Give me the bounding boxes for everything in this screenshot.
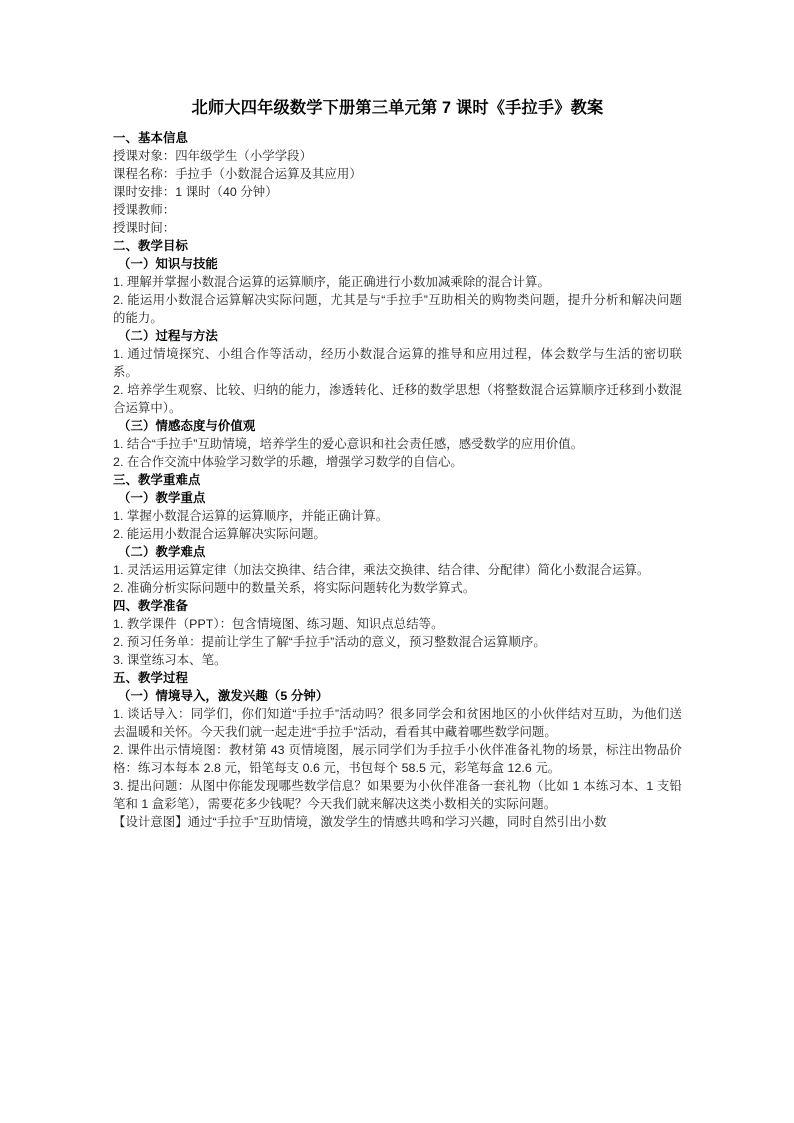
paragraph: 授课对象：四年级学生（小学学段）: [113, 149, 313, 164]
subsection-heading: （一）情境导入，激发兴趣（5 分钟）: [118, 689, 329, 704]
subsection-heading: （二）教学难点: [118, 545, 206, 560]
paragraph: 2. 课件出示情境图：教材第 43 页情境图，展示同学们为手拉手小伙伴准备礼物的场景，标注出物品价格：练习本每本 2.8 元，铅笔每支 0.6 元，书包每个 58.5 元，彩笔每盒 12.6 元。: [113, 743, 682, 776]
paragraph: 【设计意图】通过“手拉手”互助情境，激发学生的情感共鸣和学习兴趣，同时自然引出小数: [113, 815, 607, 830]
subsection-heading: （一）教学重点: [118, 491, 206, 506]
paragraph: 课时安排：1 课时（40 分钟）: [113, 185, 278, 200]
section-heading: 一、基本信息: [113, 131, 188, 146]
paragraph: 2. 能运用小数混合运算解决实际问题，尤其是与“手拉手”互助相关的购物类问题，提升分析和解决问题的能力。: [113, 293, 682, 326]
paragraph: 1. 灵活运用运算定律（加法交换律、结合律，乘法交换律、结合律、分配律）简化小数混合运算。: [113, 563, 650, 578]
paragraph: 1. 通过情境探究、小组合作等活动，经历小数混合运算的推导和应用过程，体会数学与生活的密切联系。: [113, 347, 682, 380]
subsection-heading: （三）情感态度与价值观: [118, 419, 256, 434]
section-heading: 四、教学准备: [113, 599, 188, 614]
paragraph: 2. 培养学生观察、比较、归纳的能力，渗透转化、迁移的数学思想（将整数混合运算顺序迁移到小数混合运算中）。: [113, 383, 682, 416]
paragraph: 授课时间：: [113, 221, 176, 236]
section-heading: 五、教学过程: [113, 671, 188, 686]
paragraph: 2. 预习任务单：提前让学生了解“手拉手”活动的意义，预习整数混合运算顺序。: [113, 635, 546, 650]
paragraph: 1. 掌握小数混合运算的运算顺序，并能正确计算。: [113, 509, 389, 524]
paragraph: 3. 提出问题：从图中你能发现哪些数学信息？如果要为小伙伴准备一套礼物（比如 1 本练习本、1 支铅笔和 1 盒彩笔），需要花多少钱呢？今天我们就来解决这类小数相关的实际问题。: [113, 779, 682, 812]
paragraph: 1. 理解并掌握小数混合运算的运算顺序，能正确进行小数加减乘除的混合计算。: [113, 275, 550, 290]
paragraph: 3. 课堂练习本、笔。: [113, 653, 227, 668]
paragraph: 课程名称：手拉手（小数混合运算及其应用）: [113, 167, 362, 182]
paragraph: 1. 教学课件（PPT）：包含情境图、练习题、知识点总结等。: [113, 617, 444, 632]
section-heading: 二、教学目标: [113, 239, 188, 254]
subsection-heading: （二）过程与方法: [118, 329, 218, 344]
paragraph: 2. 能运用小数混合运算解决实际问题。: [113, 527, 326, 542]
section-heading: 三、教学重难点: [113, 473, 201, 488]
paragraph: 授课教师：: [113, 203, 176, 218]
paragraph: 2. 在合作交流中体验学习数学的乐趣，增强学习数学的自信心。: [113, 455, 463, 470]
subsection-heading: （一）知识与技能: [118, 257, 218, 272]
page-title: 北师大四年级数学下册第三单元第 7 课时《手拉手》教案: [191, 99, 604, 117]
paragraph: 1. 谈话导入：同学们，你们知道“手拉手”活动吗？很多同学会和贫困地区的小伙伴结对互助，为他们送去温暖和关怀。今天我们就一起走进“手拉手”活动，看看其中藏着哪些数学问题。: [113, 707, 682, 740]
document-body: [113, 129, 682, 831]
paragraph: 2. 准确分析实际问题中的数量关系，将实际问题转化为数学算式。: [113, 581, 476, 596]
paragraph: 1. 结合“手拉手”互助情境，培养学生的爱心意识和社会责任感，感受数学的应用价值。: [113, 437, 584, 452]
